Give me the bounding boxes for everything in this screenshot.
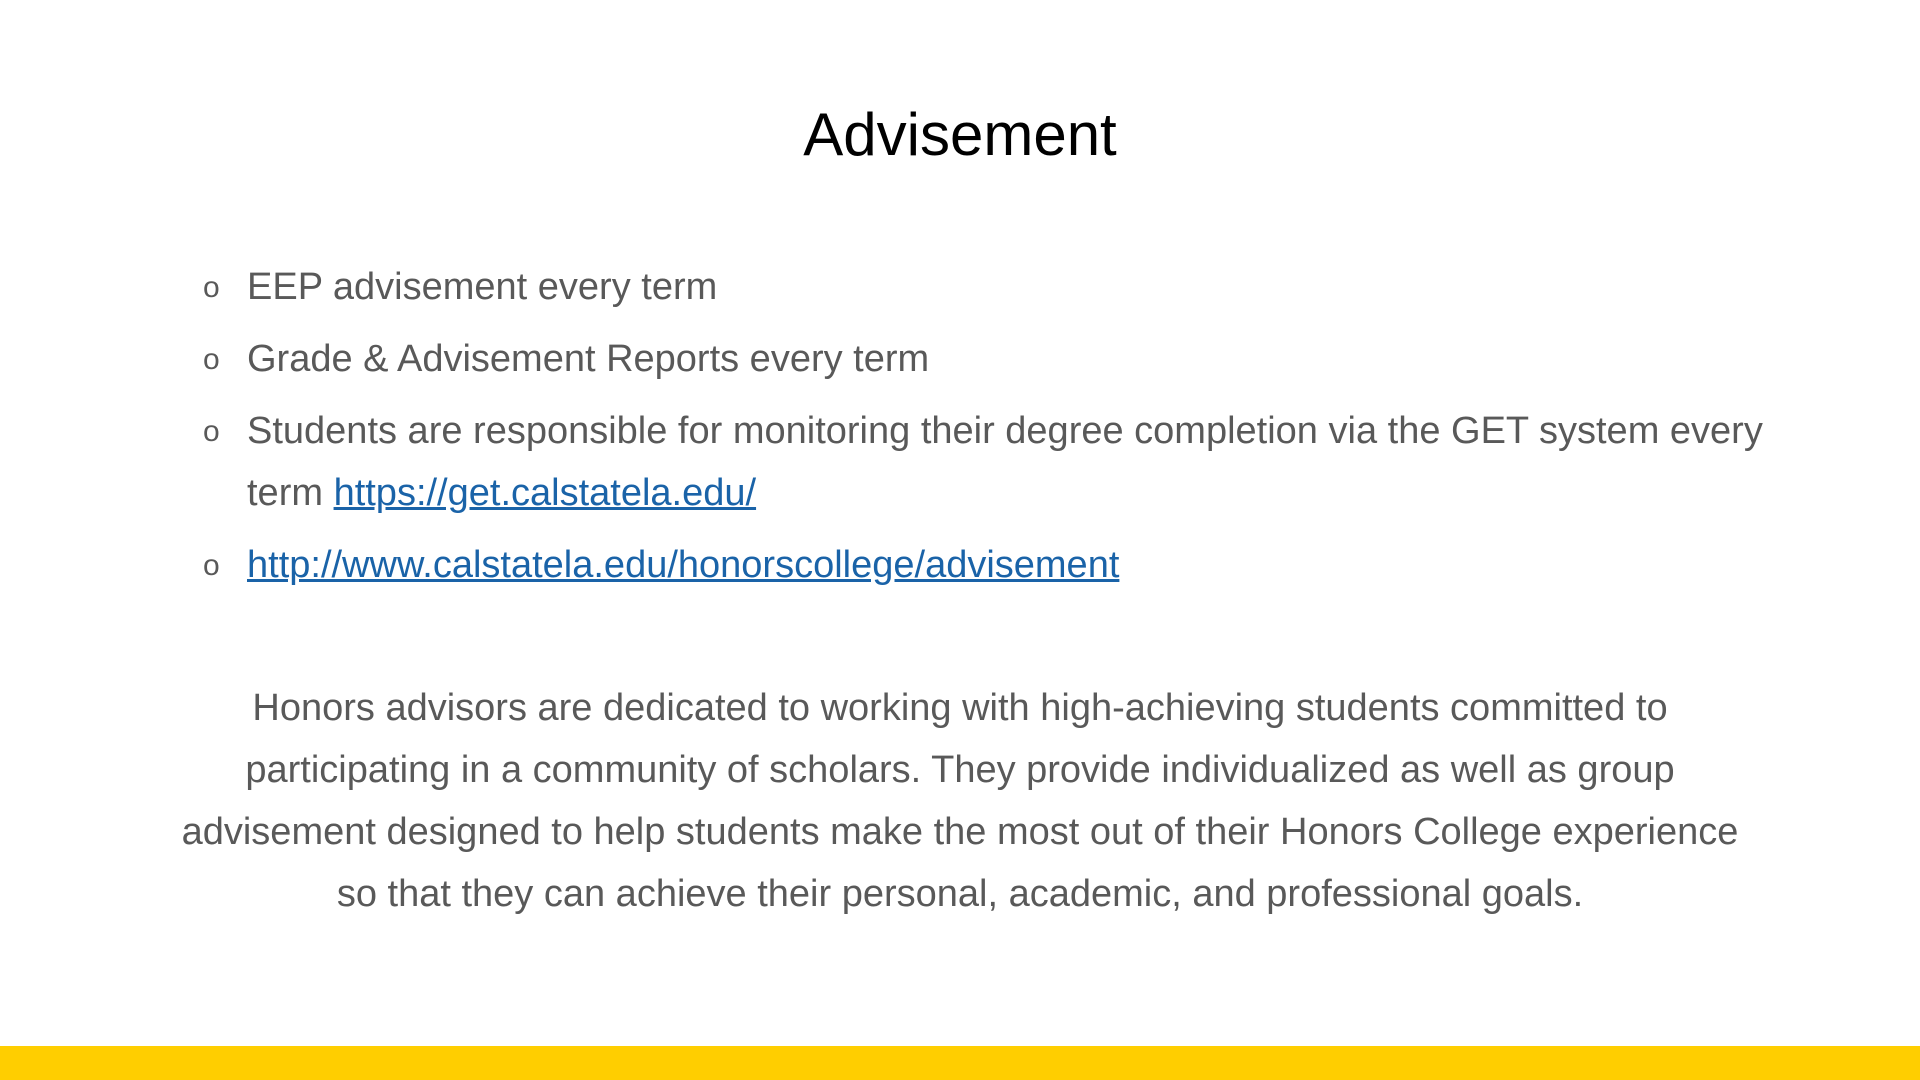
- bullet-item: [203, 328, 1763, 390]
- bullet-item: [203, 534, 1763, 596]
- bullet-marker: o: [203, 343, 220, 376]
- honors-advisement-link[interactable]: http://www.calstatela.edu/honorscollege/advisement: [247, 544, 1120, 586]
- bullet-text: Students are responsible for monitoring their degree completion via the GET system every term: [247, 410, 1763, 514]
- bullet-text: EEP advisement every term: [247, 266, 718, 308]
- bullet-marker: o: [203, 271, 220, 304]
- bullet-item: [203, 400, 1763, 524]
- bullet-marker: o: [203, 549, 220, 582]
- bullet-item: [203, 256, 1763, 318]
- slide-title: Advisement: [803, 101, 1117, 168]
- description-paragraph: Honors advisors are dedicated to working with high-achieving students committed to participating in a community of scholars. They provide individualized as well as group advisement designed to help students make the most out of their Honors College experience so that they can achieve their personal, academic, and professional goals.: [181, 687, 1739, 915]
- bullet-list: [203, 256, 1763, 606]
- bullet-text: Grade & Advisement Reports every term: [247, 338, 930, 380]
- footer-accent-bar: [0, 1046, 1920, 1080]
- bullet-marker: o: [203, 415, 220, 448]
- get-system-link[interactable]: https://get.calstatela.edu/: [333, 472, 757, 514]
